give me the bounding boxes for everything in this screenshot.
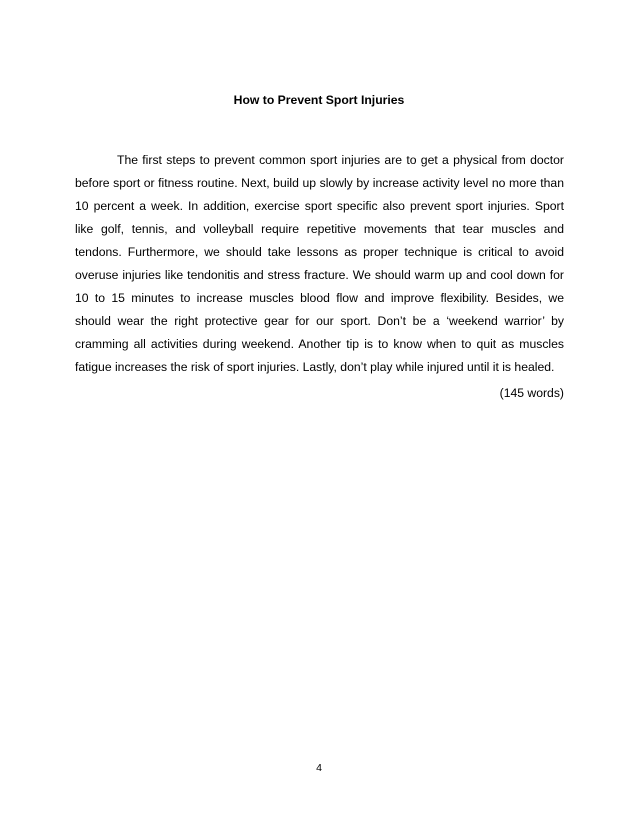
page-number: 4 xyxy=(316,762,322,774)
word-count: (145 words) xyxy=(499,386,564,400)
essay-paragraph: The first steps to prevent common sport injuries are to get a physical from doctor before sport or fitness routine. Next, build up slowly by increase activity level no more than 10 percent a week. In addition, exercise sport specific also prevent sport injuries. Sport like golf, tennis, and volleyball require repetitive movements that tear muscles and tendons. Furthermore, we should take lessons as proper technique is critical to avoid overuse injuries like tendonitis and stress fracture. We should warm up and cool down for 10 to 15 minutes to increase muscles blood flow and improve flexibility. Besides, we should wear the right protective gear for our sport. Don’t be a ‘weekend warrior’ by cramming all activities during weekend. Another tip is to know when to quit as muscles fatigue increases the risk of sport injuries. Lastly, don’t play while injured until it is healed. xyxy=(75,153,564,374)
document-title: How to Prevent Sport Injuries xyxy=(233,93,405,107)
